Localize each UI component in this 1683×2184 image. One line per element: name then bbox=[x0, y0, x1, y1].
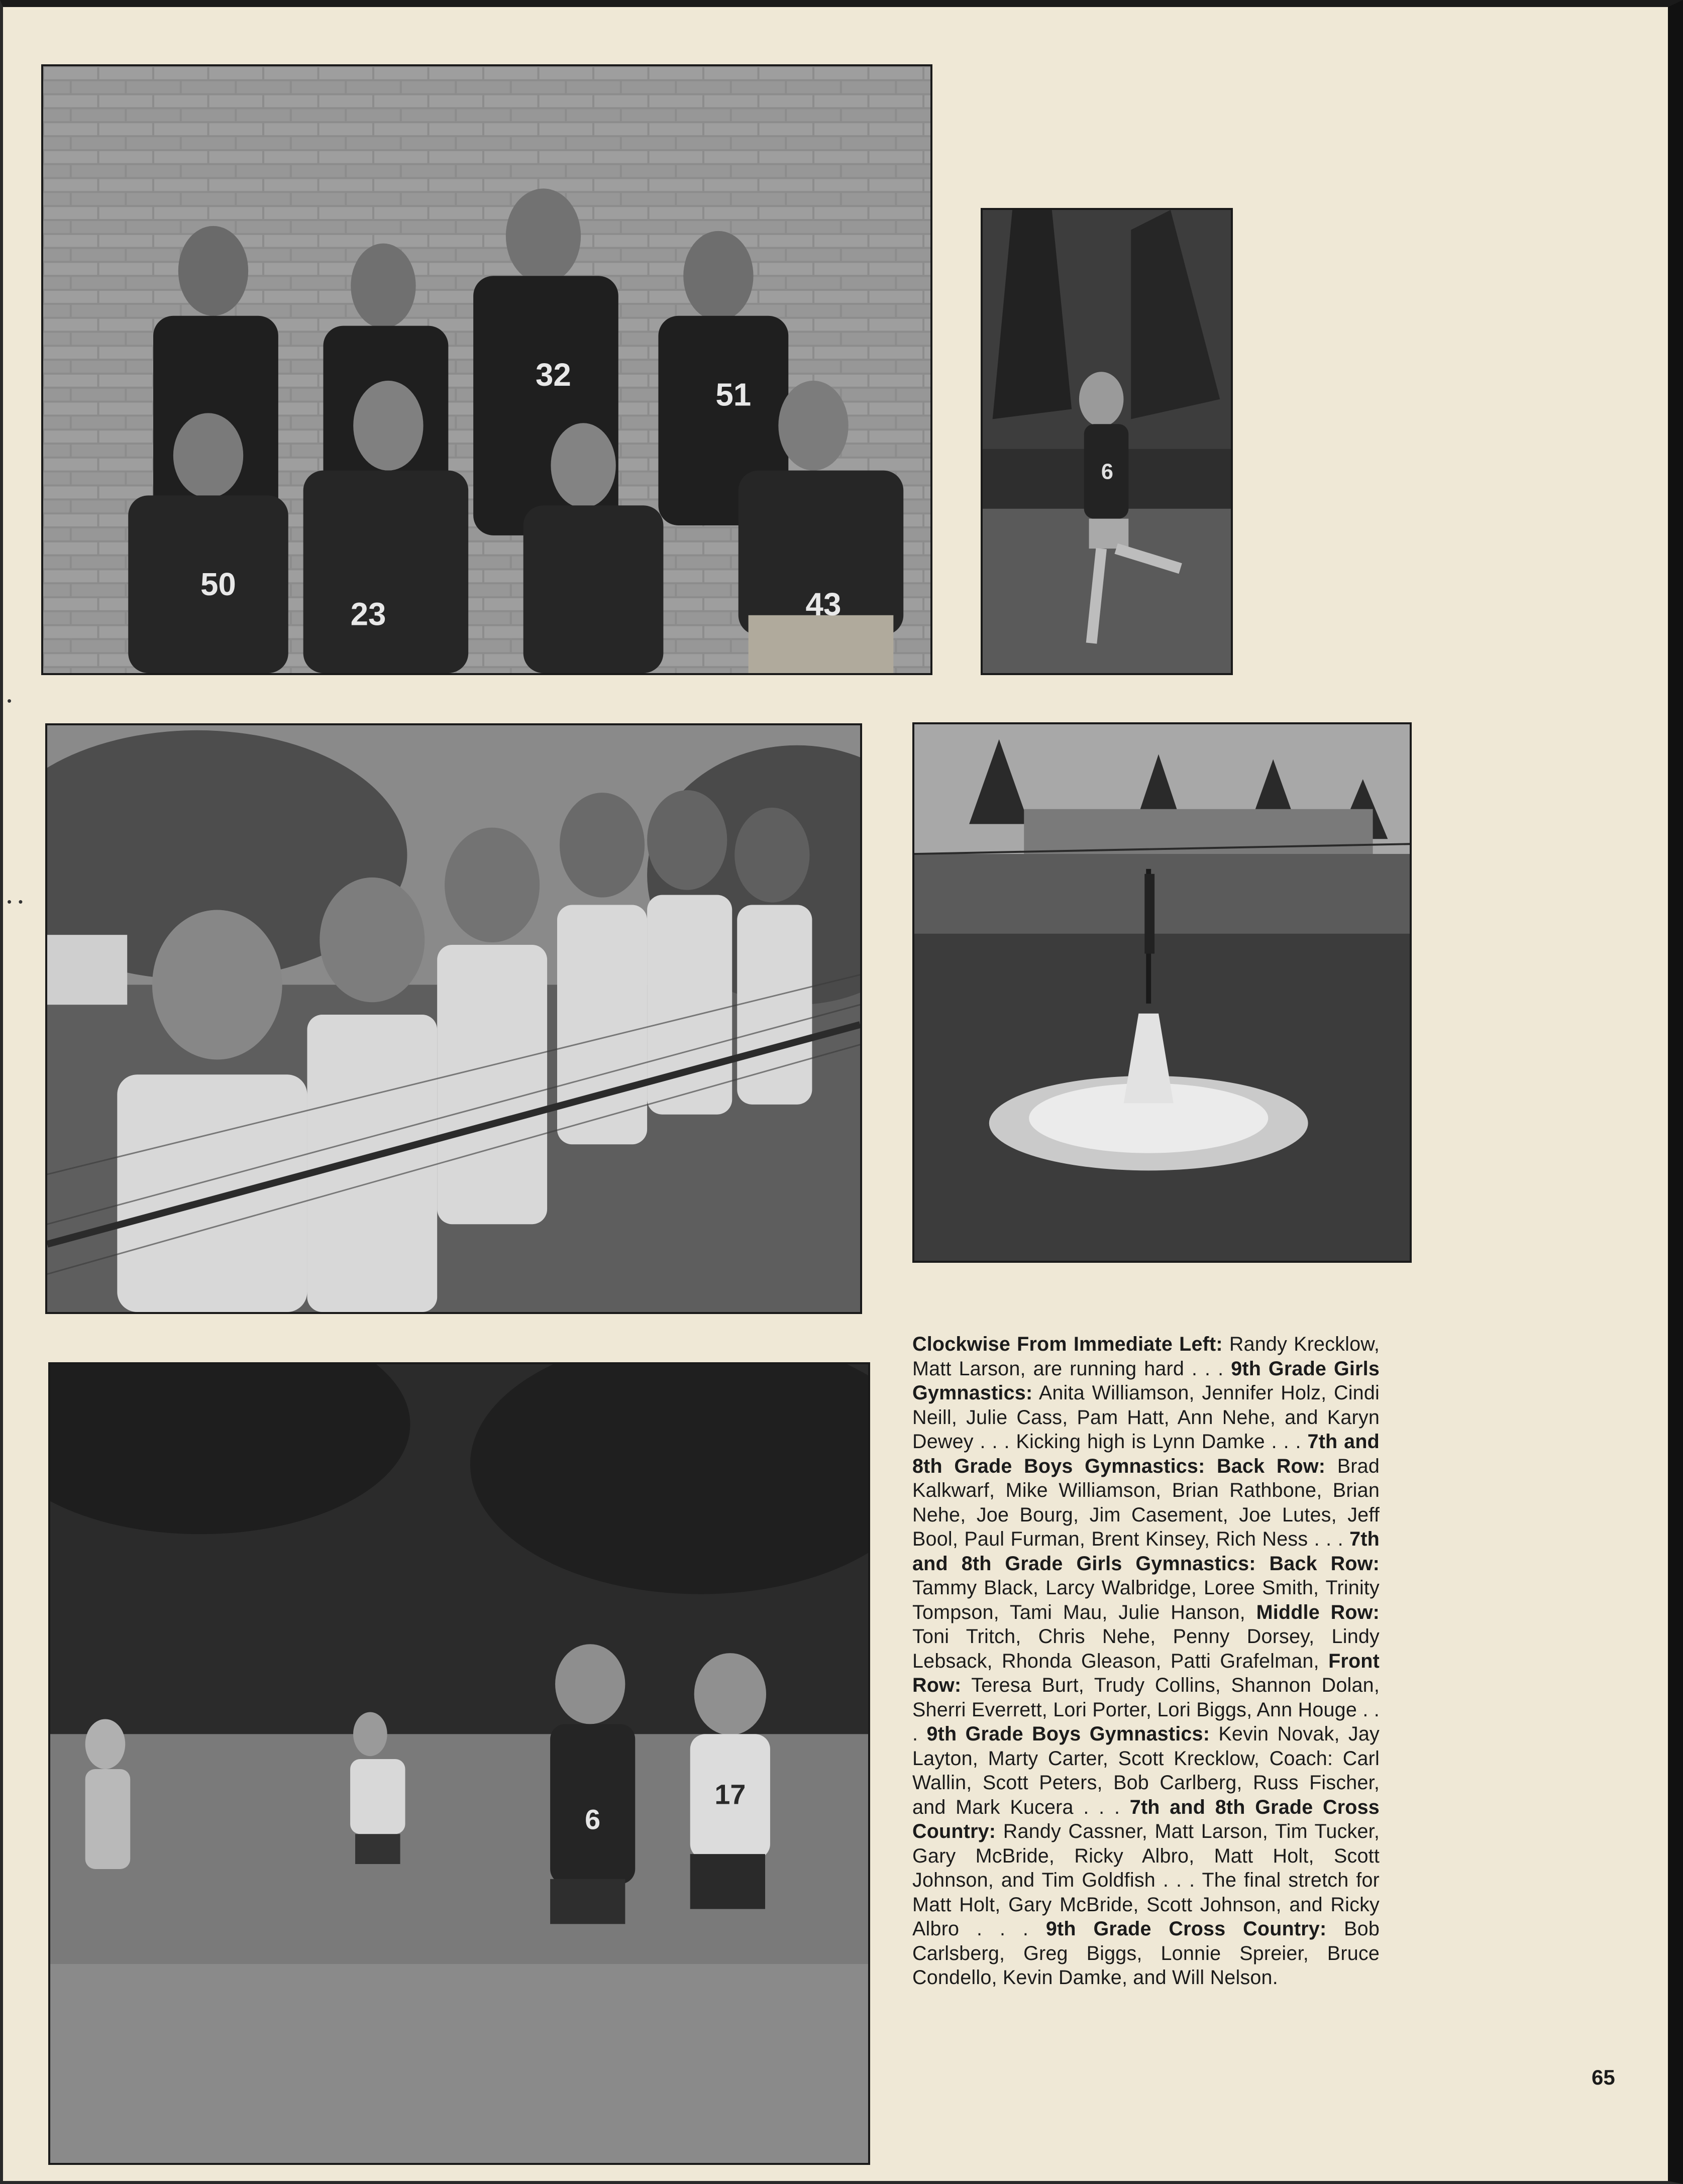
photo-cross-country-race bbox=[48, 1362, 870, 2165]
binding-marks: • bbox=[7, 693, 14, 708]
binding-marks: • • bbox=[7, 894, 25, 909]
caption-heading: Clockwise From Immediate Left: bbox=[912, 1333, 1223, 1355]
photo-boys-team-brick-wall bbox=[41, 64, 932, 675]
caption-text: Bob Carlsberg, Greg Biggs, Lonnie Spreier, Bruce Condello, Kevin Damke, and Will Nelson. bbox=[912, 1918, 1380, 1989]
caption-heading: Front Row: bbox=[912, 1650, 1380, 1696]
photo-running-boy bbox=[981, 208, 1233, 675]
photo-rocket-launch bbox=[912, 722, 1412, 1263]
caption-text: Teresa Burt, Trudy Collins, Shannon Dolan, Sherri Everrett, Lori Porter, Lori Biggs, Ann Houge . . . bbox=[912, 1674, 1380, 1745]
svg-text:6: 6 bbox=[1101, 460, 1114, 484]
photo-group-at-fence bbox=[45, 723, 862, 1314]
caption-text: Kevin Novak, Jay Layton, Marty Carter, Scott Krecklow, Coach: Carl Wallin, Scott Peters, Bob Carlberg, Russ Fischer, and Mark Kucera . . . bbox=[912, 1723, 1380, 1818]
caption-heading: 9th Grade Boys Gymnastics: bbox=[926, 1723, 1210, 1745]
caption-heading: 9th Grade Girls Gymnastics: bbox=[912, 1357, 1380, 1404]
photo-caption bbox=[912, 1332, 1380, 1990]
svg-text:32: 32 bbox=[535, 357, 571, 393]
caption-heading: Middle Row: bbox=[1256, 1601, 1380, 1623]
svg-text:50: 50 bbox=[200, 567, 236, 603]
caption-heading: 7th and 8th Grade Girls Gymnastics: Back Row: bbox=[912, 1528, 1380, 1575]
svg-text:23: 23 bbox=[350, 596, 386, 632]
caption-text: Brad Kalkwarf, Mike Williamson, Brian Rathbone, Brian Nehe, Joe Bourg, Jim Casement, Joe Lutes, Jeff Bool, Paul Furman, Brent Kinsey, Rich Ness . . . bbox=[912, 1455, 1380, 1550]
caption-text: Randy Cassner, Matt Larson, Tim Tucker, Gary McBride, Ricky Albro, Matt Holt, Scott Johnson, and Tim Goldfish . . . The final stretch for Matt Holt, Gary McBride, Scott Johnson, and Ricky Albro . . . bbox=[912, 1820, 1380, 1940]
caption-heading: 7th and 8th Grade Boys Gymnastics: Back Row: bbox=[912, 1431, 1380, 1477]
svg-text:6: 6 bbox=[585, 1804, 601, 1835]
caption-heading: 9th Grade Cross Country: bbox=[1045, 1918, 1327, 1940]
svg-text:17: 17 bbox=[714, 1779, 746, 1810]
page-number: 65 bbox=[1592, 2065, 1615, 2089]
caption-text: Randy Krecklow, Matt Larson, are running hard . . . bbox=[912, 1333, 1380, 1380]
svg-text:43: 43 bbox=[805, 586, 842, 622]
caption-heading: 7th and 8th Grade Cross Country: bbox=[912, 1796, 1380, 1842]
svg-text:51: 51 bbox=[715, 377, 752, 413]
caption-text: Anita Williamson, Jennifer Holz, Cindi Neill, Julie Cass, Pam Hatt, Ann Nehe, and Karyn Dewey . . . Kicking high is Lynn Damke . . . bbox=[912, 1382, 1380, 1453]
caption-text: Tammy Black, Larcy Walbridge, Loree Smith, Trinity Tompson, Tami Mau, Julie Hanson, bbox=[912, 1577, 1380, 1623]
caption-text: Toni Tritch, Chris Nehe, Penny Dorsey, Lindy Lebsack, Rhonda Gleason, Patti Grafelman, bbox=[912, 1625, 1380, 1672]
